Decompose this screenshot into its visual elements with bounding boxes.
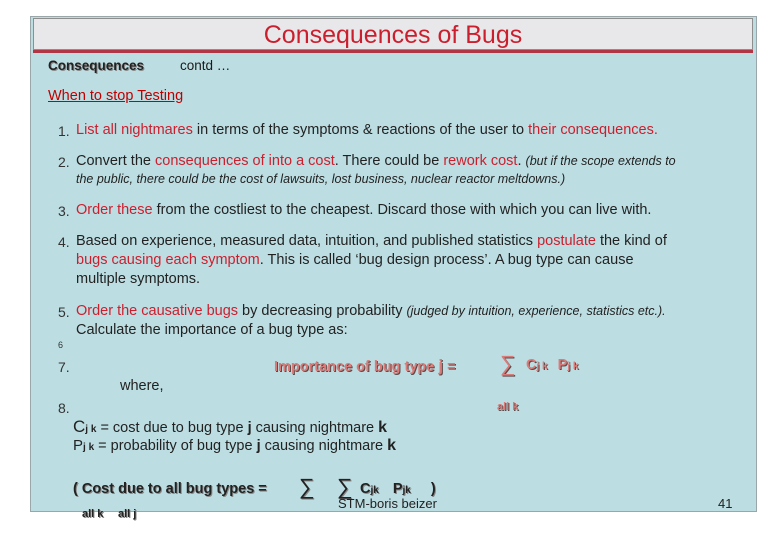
item-4-line-2 [76,252,634,268]
item-3-highlight: Order these [76,202,153,218]
header-contd: contd … [180,58,231,73]
total-p: P [392,481,403,497]
def-p-text: = probability of bug type [98,438,257,454]
item-2-text [76,153,676,169]
item-1-number: 1. [58,123,70,139]
def-p-j: j [256,438,261,454]
def-c-symbol: C [73,417,86,436]
definition-p [73,437,396,455]
item-4-line-3: multiple symptoms. [76,271,201,287]
item-5-highlight: Order the causative bugs [76,303,239,319]
total-close-paren: ) [430,481,436,497]
def-c-text-2: causing nightmare [251,420,379,436]
item-5-line-1 [76,303,666,319]
item-1-text [76,122,658,138]
formula-label: Importance of bug type [274,359,435,375]
item-7-number: 7. [58,359,70,375]
total-p-sub: jk [402,485,411,496]
item-2-highlight: consequences of into a cost [155,153,335,169]
item-5-number: 5. [58,304,70,320]
item-3-body: from the costliest to the cheapest. Discard those with which you can live with. [152,202,652,218]
item-2-body-2: . There could be [334,153,444,169]
item-4-number: 4. [58,234,70,250]
item-5-line-2: Calculate the importance of a bug type as: [76,322,348,338]
definition-c [73,417,387,437]
def-p-text-2: causing nightmare [260,438,388,454]
def-p-sub: j k [83,442,95,453]
item-4-highlight-2: bugs causing each symptom [76,252,260,268]
formula-c-sub: j k [536,361,548,372]
def-c-text: = cost due to bug type [100,420,248,436]
item-5-body: by decreasing probability [238,303,407,319]
item-2-note-line-2: the public, there could be the cost of lawsuits, lost business, nuclear reactor meltdowns.) [76,172,566,186]
formula-sum-symbol: ∑ [500,351,516,376]
def-c-sub: j k [85,424,97,435]
item-8-number: 8. [58,400,70,416]
item-6-number: 6 [58,340,64,350]
item-2-highlight-2: rework cost [443,153,518,169]
def-p-symbol: P [73,437,84,454]
total-sum-symbol-1: ∑ [299,474,315,499]
item-5-note: (judged by intuition, experience, statistics etc.). [406,304,666,318]
item-4-highlight: postulate [537,233,596,249]
formula-p-sub: j k [567,361,579,372]
importance-formula [274,356,456,376]
def-c-j: j [247,420,252,436]
slide-title: Consequences of Bugs [263,21,523,49]
item-1-highlight-2: their consequences. [528,122,658,138]
item-4-body-2: the kind of [595,233,667,249]
total-label: ( Cost due to all bug types = [73,481,267,497]
total-terms [360,481,436,497]
total-c: C [360,481,371,497]
item-4-body-3: . This is called ‘bug design process’. A bug type can cause [259,252,634,268]
sum-range-all-k [497,401,518,413]
total-sum-symbol-2: ∑ [337,474,353,499]
total-range-all-k [82,508,103,520]
item-3-text [76,202,651,218]
formula-equals: = [447,359,456,375]
total-all-k: all k [82,508,104,520]
item-2-note: (but if the scope extends to [525,154,676,168]
item-1-highlight: List all nightmares [76,122,193,138]
item-4-line-1 [76,233,667,249]
header-section [48,58,144,73]
formula-j: j [438,356,444,375]
total-c-sub: jk [370,485,379,496]
total-cost-label [73,481,267,497]
item-4-body: Based on experience, measured data, intuition, and published statistics [76,233,538,249]
def-c-k: k [378,419,388,436]
header-consequences: Consequences [48,58,145,73]
item-2-body-3: . [517,153,526,169]
all-k-label: all k [497,401,519,413]
total-all-j: all j [118,508,137,520]
item-1-body: in terms of the symptoms & reactions of the user to [192,122,529,138]
footer-source: STM-boris beizer [338,496,437,511]
formula-c: C [526,357,537,373]
where-label: where, [120,378,164,394]
item-2-number: 2. [58,154,70,170]
section-heading: When to stop Testing [48,88,184,104]
total-range-all-j [118,508,136,520]
item-3-number: 3. [58,203,70,219]
item-2-body: Convert the [76,153,155,169]
page-number: 41 [718,496,733,511]
def-p-k: k [387,437,397,454]
formula-p: P [557,357,568,373]
formula-terms [526,357,578,373]
